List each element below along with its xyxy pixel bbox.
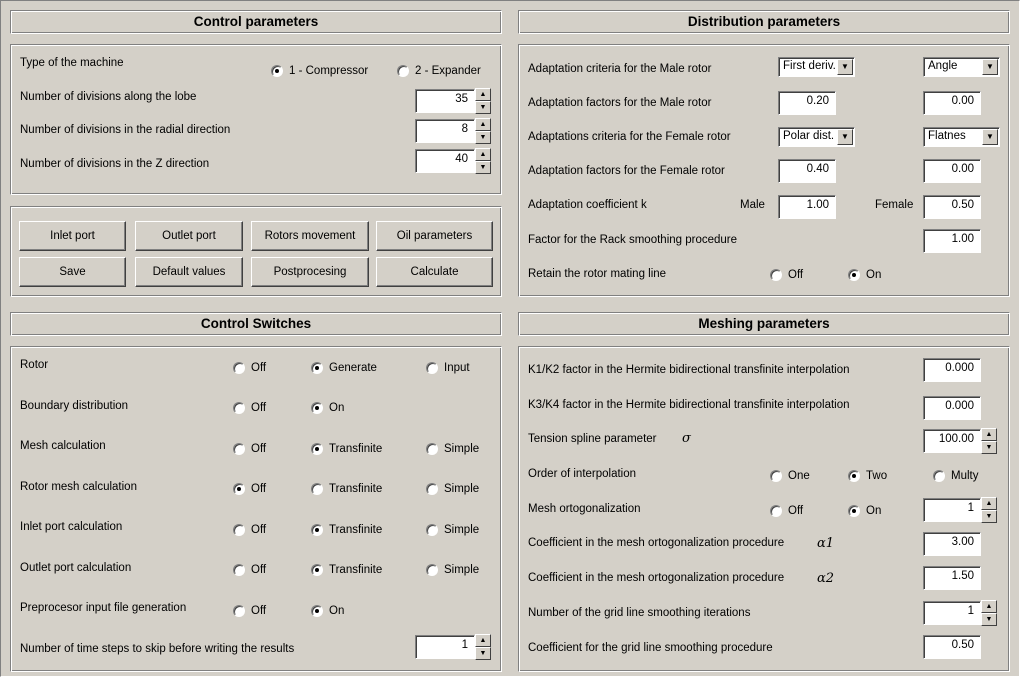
grid-iterations-input[interactable]: 1 [923, 601, 981, 625]
spin-down-icon[interactable]: ▼ [475, 161, 491, 174]
k3k4-label: K3/K4 factor in the Hermite bidirectional transfinite interpolation [528, 399, 850, 411]
male-factor-1-input[interactable]: 0.20 [778, 91, 836, 115]
lobe-divisions-label: Number of divisions along the lobe [20, 91, 197, 103]
male-criteria-label: Adaptation criteria for the Male rotor [528, 63, 712, 75]
spin-up-icon[interactable]: ▲ [475, 634, 491, 647]
calculate-button[interactable]: Calculate [376, 257, 493, 287]
alpha1-symbol: α1 [817, 536, 835, 551]
female-factor-2-input[interactable]: 0.00 [923, 159, 981, 183]
radial-divisions-label: Number of divisions in the radial direction [20, 124, 231, 136]
time-steps-spinner[interactable] [475, 634, 491, 660]
spin-up-icon[interactable]: ▲ [475, 88, 491, 101]
radio-indicator [271, 65, 283, 77]
lobe-divisions-input[interactable]: 35 [415, 89, 475, 113]
grid-coefficient-label: Coefficient for the grid line smoothing procedure [528, 642, 773, 654]
outlet-port-calculation-label: Outlet port calculation [20, 562, 132, 574]
coefficient-2-input[interactable]: 1.50 [923, 566, 981, 590]
spin-up-icon[interactable]: ▲ [981, 600, 997, 613]
machine-type-label: Type of the machine [20, 57, 124, 69]
k1k2-input[interactable]: 0.000 [923, 358, 981, 382]
time-steps-input[interactable]: 1 [415, 635, 475, 659]
male-k-input[interactable]: 1.00 [778, 195, 836, 219]
boundary-distribution-label: Boundary distribution [20, 400, 129, 412]
default-values-button[interactable]: Default values [135, 257, 243, 287]
rack-smoothing-input[interactable]: 1.00 [923, 229, 981, 253]
female-k-input[interactable]: 0.50 [923, 195, 981, 219]
male-factor-2-input[interactable]: 0.00 [923, 91, 981, 115]
female-factor-1-input[interactable]: 0.40 [778, 159, 836, 183]
ortho-spinner[interactable] [981, 497, 997, 523]
spin-down-icon[interactable]: ▼ [981, 441, 997, 454]
postprocessing-button[interactable]: Postprocesing [251, 257, 369, 287]
chevron-down-icon[interactable]: ▼ [982, 129, 998, 145]
male-k-label: Male [740, 199, 765, 211]
adaptation-coefficient-label: Adaptation coefficient k [528, 199, 647, 211]
radial-divisions-input[interactable]: 8 [415, 119, 475, 143]
inlet-port-button[interactable]: Inlet port [19, 221, 126, 251]
rotors-movement-button[interactable]: Rotors movement [251, 221, 369, 251]
female-factors-label: Adaptation factors for the Female rotor [528, 165, 725, 177]
meshing-parameters-title: Meshing parameters [518, 312, 1010, 336]
mesh-calculation-label: Mesh calculation [20, 440, 106, 452]
rack-smoothing-label: Factor for the Rack smoothing procedure [528, 234, 738, 246]
spin-up-icon[interactable]: ▲ [981, 428, 997, 441]
time-steps-label: Number of time steps to skip before writing the results [20, 643, 295, 655]
coefficient-2-label: Coefficient in the mesh ortogonalization procedure [528, 572, 785, 584]
inlet-port-calculation-label: Inlet port calculation [20, 521, 123, 533]
radial-divisions-spinner[interactable] [475, 118, 491, 144]
retain-mating-line-label: Retain the rotor mating line [528, 268, 667, 280]
z-divisions-input[interactable]: 40 [415, 149, 475, 173]
mesh-ortogonalization-label: Mesh ortogonalization [528, 503, 641, 515]
spin-down-icon[interactable]: ▼ [981, 613, 997, 626]
chevron-down-icon[interactable]: ▼ [837, 129, 853, 145]
male-criteria-select[interactable]: First deriv. ▼ [778, 57, 855, 77]
rotor-mesh-calculation-label: Rotor mesh calculation [20, 481, 137, 493]
alpha2-symbol: α2 [817, 571, 835, 586]
female-k-label: Female [875, 199, 914, 211]
grid-coefficient-input[interactable]: 0.50 [923, 635, 981, 659]
male-factors-label: Adaptation factors for the Male rotor [528, 97, 712, 109]
control-switches-panel [10, 346, 502, 672]
k1k2-label: K1/K2 factor in the Hermite bidirectional transfinite interpolation [528, 364, 850, 376]
distribution-parameters-title: Distribution parameters [518, 10, 1010, 34]
grid-iterations-label: Number of the grid line smoothing iterations [528, 607, 751, 619]
spin-up-icon[interactable]: ▲ [475, 148, 491, 161]
chevron-down-icon[interactable]: ▼ [837, 59, 853, 75]
tension-spline-spinner[interactable] [981, 428, 997, 454]
save-button[interactable]: Save [19, 257, 126, 287]
radio-indicator [397, 65, 409, 77]
z-divisions-spinner[interactable] [475, 148, 491, 174]
tension-spline-label: Tension spline parameter [528, 433, 657, 445]
k3k4-input[interactable]: 0.000 [923, 396, 981, 420]
spin-down-icon[interactable]: ▼ [475, 647, 491, 660]
tension-spline-input[interactable]: 100.00 [923, 429, 981, 453]
female-criteria-label: Adaptations criteria for the Female rotor [528, 131, 731, 143]
control-parameters-title: Control parameters [10, 10, 502, 34]
interpolation-order-label: Order of interpolation [528, 468, 637, 480]
preprocessor-label: Preprocesor input file generation [20, 602, 187, 614]
female-criteria-select[interactable]: Polar dist. ▼ [778, 127, 855, 147]
spin-down-icon[interactable]: ▼ [475, 131, 491, 144]
z-divisions-label: Number of divisions in the Z direction [20, 158, 210, 170]
grid-iterations-spinner[interactable] [981, 600, 997, 626]
spin-down-icon[interactable]: ▼ [981, 510, 997, 523]
male-criteria-2-select[interactable]: Angle ▼ [923, 57, 1000, 77]
spin-down-icon[interactable]: ▼ [475, 101, 491, 114]
spin-up-icon[interactable]: ▲ [475, 118, 491, 131]
outlet-port-button[interactable]: Outlet port [135, 221, 243, 251]
sigma-symbol: σ [682, 431, 691, 446]
rotor-label: Rotor [20, 359, 49, 371]
chevron-down-icon[interactable]: ▼ [982, 59, 998, 75]
control-switches-title: Control Switches [10, 312, 502, 336]
oil-parameters-button[interactable]: Oil parameters [376, 221, 493, 251]
coefficient-1-label: Coefficient in the mesh ortogonalization procedure [528, 537, 785, 549]
female-criteria-2-select[interactable]: Flatnes ▼ [923, 127, 1000, 147]
coefficient-1-input[interactable]: 3.00 [923, 532, 981, 556]
spin-up-icon[interactable]: ▲ [981, 497, 997, 510]
ortho-input[interactable]: 1 [923, 498, 981, 522]
lobe-divisions-spinner[interactable] [475, 88, 491, 114]
